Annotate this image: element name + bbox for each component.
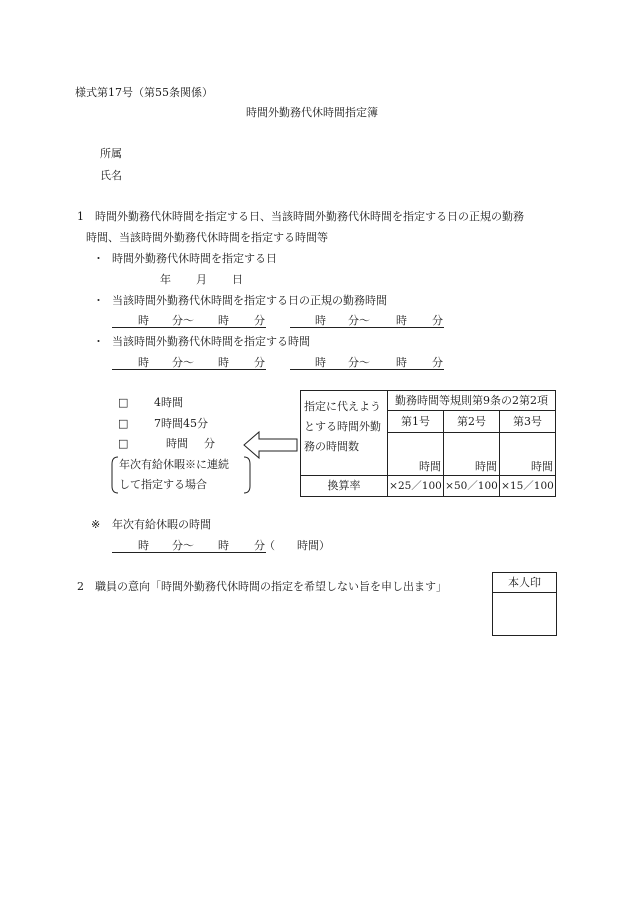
section2-text: 2 職員の意向「時間外勤務代休時間の指定を希望しない旨を申し出ます」 — [77, 580, 447, 593]
name-label: 氏名 — [100, 169, 122, 182]
option-custom-min: 分 — [204, 437, 215, 450]
item2b-start-min: 分〜 — [348, 314, 370, 327]
item2-end-min: 分 — [254, 314, 265, 327]
table-col3: 第3号 — [500, 411, 556, 433]
option-4h-label: 4時間 — [154, 396, 183, 409]
table-col2: 第2号 — [444, 411, 500, 433]
conversion-table — [300, 390, 556, 497]
item2b-end-hour: 時 — [396, 314, 407, 327]
item3-start-hour: 時 — [138, 356, 149, 369]
table-rule-header: 勤務時間等規則第9条の2第2項 — [388, 391, 556, 411]
department-label: 所属 — [100, 147, 122, 160]
note-start-min: 分〜 — [172, 539, 194, 552]
seal-area[interactable] — [493, 593, 556, 635]
table-hours-2: 時間 — [444, 433, 500, 476]
item2-end-hour: 時 — [218, 314, 229, 327]
item2-underline-2 — [290, 327, 444, 328]
item3b-start-min: 分〜 — [348, 356, 370, 369]
item1-label: 時間外勤務代休時間を指定する日 — [112, 252, 277, 265]
table-rate-label: 換算率 — [301, 476, 388, 497]
table-col1: 第1号 — [388, 411, 444, 433]
table-rate-2: ×50／100 — [444, 476, 500, 497]
checkbox-custom[interactable]: □ — [118, 437, 129, 450]
section1-heading-line2: 時間、当該時間外勤務代休時間を指定する時間等 — [86, 231, 328, 244]
date-month: 月 — [196, 273, 207, 286]
bullet-item3: ・ — [93, 335, 104, 348]
seal-label: 本人印 — [493, 573, 556, 593]
bracket-line1: 年次有給休暇※に連続 — [119, 458, 229, 471]
item3b-end-hour: 時 — [396, 356, 407, 369]
item3-underline-2 — [290, 369, 444, 370]
note-end-hour: 時 — [218, 539, 229, 552]
section1-heading-line1: 1 時間外勤務代休時間を指定する日、当該時間外勤務代休時間を指定する日の正規の勤務 — [77, 210, 524, 223]
item2b-end-min: 分 — [432, 314, 443, 327]
item3-label: 当該時間外勤務代休時間を指定する時間 — [112, 335, 310, 348]
date-year: 年 — [160, 273, 171, 286]
table-rate-1: ×25／100 — [388, 476, 444, 497]
table-left-header — [301, 391, 388, 476]
table-hours-3: 時間 — [500, 433, 556, 476]
table-left-line2: とする時間外勤 — [304, 420, 381, 433]
item3b-end-min: 分 — [432, 356, 443, 369]
note-label: 年次有給休暇の時間 — [112, 518, 211, 531]
option-custom-hour: 時間 — [166, 437, 188, 450]
checkbox-4h[interactable]: □ — [118, 396, 129, 409]
item3-end-hour: 時 — [218, 356, 229, 369]
item2b-start-hour: 時 — [315, 314, 326, 327]
table-left-line1: 指定に代えよう — [304, 400, 381, 413]
item2-start-hour: 時 — [138, 314, 149, 327]
table-hours-1: 時間 — [388, 433, 444, 476]
item3b-start-hour: 時 — [315, 356, 326, 369]
item3-underline-1 — [112, 369, 266, 370]
item2-label: 当該時間外勤務代休時間を指定する日の正規の勤務時間 — [112, 294, 387, 307]
item2-start-min: 分〜 — [172, 314, 194, 327]
note-end-min: 分 — [254, 539, 265, 552]
option-7h45-label: 7時間45分 — [154, 417, 208, 430]
bracket-line2: して指定する場合 — [119, 478, 207, 491]
item3-start-min: 分〜 — [172, 356, 194, 369]
note-underline — [112, 552, 266, 553]
note-mark: ※ — [91, 518, 101, 531]
left-arrow-icon — [243, 430, 299, 460]
item3-end-min: 分 — [254, 356, 265, 369]
document-title: 時間外勤務代休時間指定簿 — [246, 106, 378, 119]
note-paren-hours: （ 時間） — [264, 539, 330, 552]
table-rate-3: ×15／100 — [500, 476, 556, 497]
bullet-item2: ・ — [93, 294, 104, 307]
date-day: 日 — [232, 273, 243, 286]
item2-underline-1 — [112, 327, 266, 328]
note-start-hour: 時 — [138, 539, 149, 552]
seal-box — [492, 572, 557, 636]
table-left-line3: 務の時間数 — [304, 440, 359, 453]
checkbox-7h45[interactable]: □ — [118, 417, 129, 430]
form-number: 様式第17号（第55条関係） — [75, 86, 213, 99]
bullet-item1: ・ — [93, 252, 104, 265]
